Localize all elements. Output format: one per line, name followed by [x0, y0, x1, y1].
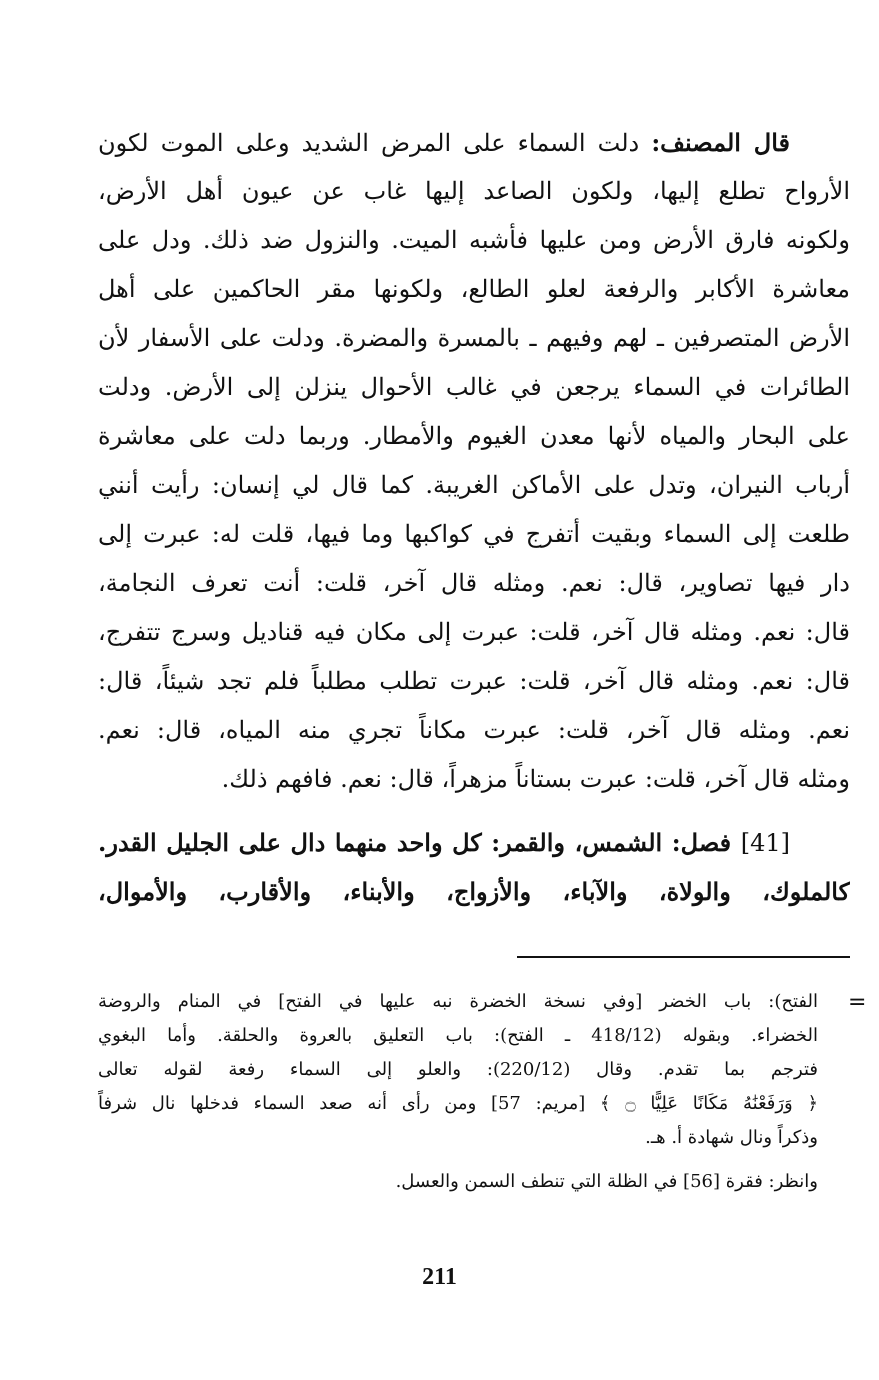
text-line: قال: نعم. ومثله قال آخر، قلت: عبرت تطلب مطلباً فلم تجد شيئاً، قال: — [98, 667, 850, 695]
line-text: دلت السماء على المرض الشديد وعلى الموت لكون — [98, 129, 652, 157]
section-heading-text: الشمس، والقمر: كل واحد منهما دال على الجليل القدر. — [98, 828, 672, 857]
section-number: [41] — [740, 829, 790, 857]
text-line: دار فيها تصاوير، قال: نعم. ومثله قال آخر، قلت: أنت تعرف النجامة، — [98, 569, 850, 597]
footnote-line: فترجم بما تقدم. وقال (220/12): والعلو إلى السماء رفعة لقوله تعالى — [98, 1059, 818, 1080]
section-41 — [98, 818, 850, 916]
section-heading-line — [98, 818, 850, 867]
section-line: كالملوك، والولاة، والآباء، والأزواج، والأبناء، والأقارب، والأموال، — [98, 877, 850, 906]
section-label: فصل: — [671, 828, 732, 857]
text-line: أرباب النيران، وتدل على الأماكن الغريبة. كما قال لي إنسان: رأيت أنني — [98, 471, 850, 499]
text-line — [98, 118, 850, 167]
main-paragraph — [98, 118, 850, 804]
footnote-see-also: وانظر: فقرة [56] في الظلة التي تنطف السمن والعسل. — [395, 1171, 818, 1192]
footnote-line: الفتح): باب الخضر [وفي نسخة الخضرة نبه عليها في الفتح] في المنام والروضة — [98, 991, 818, 1012]
text-line: معاشرة الأكابر والرفعة لعلو الطالع، ولكونها مقر الحاكمين على أهل — [98, 275, 850, 303]
text-line: الأرض المتصرفين ـ لهم وفيهم ـ بالمسرة والمضرة. ودلت على الأسفار لأن — [98, 324, 850, 352]
text-line: قال: نعم. ومثله قال آخر، قلت: عبرت إلى مكان فيه قناديل وسرج تتفرج، — [98, 618, 850, 646]
text-line: ولكونه فارق الأرض ومن عليها فأشبه الميت. والنزول ضد ذلك. ودل على — [98, 226, 850, 254]
text-line: طلعت إلى السماء وبقيت أتفرج في كواكبها وما فيها، قلت له: عبرت إلى — [98, 520, 850, 548]
text-line: نعم. ومثله قال آخر، قلت: عبرت مكاناً تجري منه المياه، قال: نعم. — [98, 716, 850, 744]
text-line: ومثله قال آخر، قلت: عبرت بستاناً مزهراً، قال: نعم. فافهم ذلك. — [221, 765, 850, 793]
page-number: 211 — [422, 1264, 457, 1290]
text-line: الطائرات في السماء يرجعن في غالب الأحوال ينزلن إلى الأرض. ودلت — [98, 373, 850, 401]
footnote-line: الخضراء. وبقوله (418/12 ـ الفتح): باب التعليق بالعروة والحلقة. وأما البغوي — [98, 1025, 818, 1046]
footnote-gap — [98, 1155, 818, 1165]
text-line: على البحار والمياه لأنها معدن الغيوم والأمطار. وربما دلت على معاشرة — [98, 422, 850, 450]
continuation-mark: = — [848, 990, 867, 1015]
footnote-line: وذكراً ونال شهادة أ. هـ. — [645, 1127, 818, 1148]
footnote-line: ﴿ وَرَفَعْنَٰهُ مَكَانًا عَلِيًّا ۝ ﴾ [مريم: 57] ومن رأى أنه صعد السماء فدخلها نال شرفاً — [98, 1093, 818, 1114]
footnote-separator — [517, 956, 850, 958]
text-line: الأرواح تطلع إليها، ولكون الصاعد إليها غاب عن عيون أهل الأرض، — [98, 177, 850, 205]
author-lead: قال المصنف: — [651, 128, 790, 157]
footnotes — [98, 985, 818, 1199]
